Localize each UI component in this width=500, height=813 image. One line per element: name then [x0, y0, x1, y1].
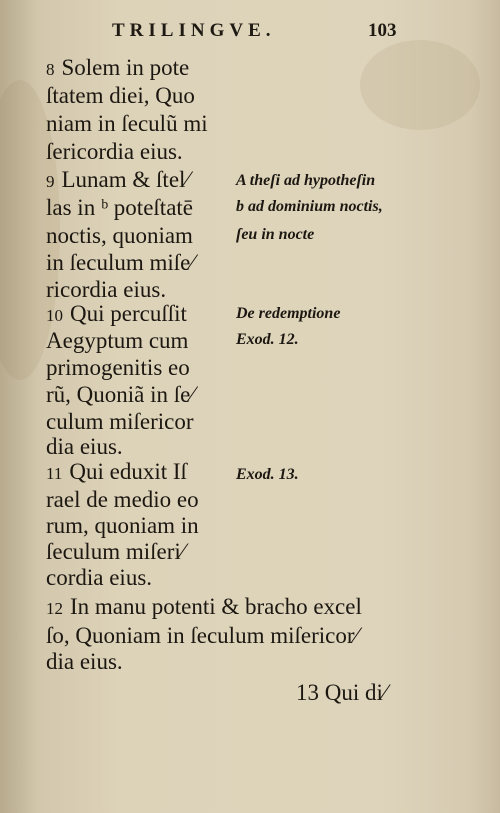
line-text: rũ, Quoniã in ſe⁄ — [46, 382, 195, 407]
verse-number: 12 — [46, 599, 63, 618]
line-text: ricordia eius. — [46, 277, 167, 302]
text-line — [46, 434, 123, 460]
text-line — [46, 649, 123, 675]
page-header — [0, 20, 500, 50]
line-text: ſtatem diei, Quo — [46, 83, 195, 108]
text-line — [46, 301, 187, 327]
text-line — [46, 487, 199, 513]
paper-stain — [360, 40, 480, 130]
running-head: TRILINGVE. — [112, 20, 276, 41]
line-text: cordia eius. — [46, 565, 153, 590]
text-line — [46, 623, 358, 649]
line-text: dia eius. — [46, 649, 123, 674]
marginal-note: Exod. 12. — [236, 331, 299, 348]
page-number: 103 — [368, 20, 397, 41]
verse-number: 8 — [46, 60, 55, 79]
text-line — [46, 539, 185, 565]
text-line — [46, 459, 187, 485]
line-text: rum, quoniam in — [46, 513, 199, 538]
text-line — [46, 111, 208, 137]
line-text: Lunam & ſtel⁄ — [61, 167, 190, 192]
text-line — [46, 167, 189, 193]
line-text: Qui eduxit Iſ — [69, 459, 187, 484]
text-line — [46, 382, 194, 408]
line-text: In manu potenti & bracho excel — [70, 594, 362, 619]
text-line — [46, 250, 194, 276]
text-line — [46, 223, 193, 249]
line-text: ſeculum miſeri⁄ — [46, 539, 185, 564]
catchword: 13 Qui di⁄ — [296, 680, 387, 705]
line-text: noctis, quoniam — [46, 223, 193, 248]
text-line — [46, 139, 183, 165]
marginal-note: ſeu in nocte — [236, 226, 315, 243]
text-line — [46, 83, 195, 109]
verse-number: 10 — [46, 306, 63, 325]
text-line — [46, 355, 190, 381]
line-text: primogenitis eo — [46, 355, 190, 380]
marginal-note: A theſi ad hypotheſin — [236, 172, 376, 189]
text-line — [46, 513, 199, 539]
line-text: las in ᵇ poteſtatē — [46, 195, 193, 220]
text-line — [46, 565, 152, 591]
text-line — [46, 277, 166, 303]
line-text: ſericordia eius. — [46, 139, 183, 164]
line-text: Aegyptum cum — [46, 328, 189, 353]
marginal-note: Exod. 13. — [236, 466, 299, 483]
line-text: niam in ſeculũ mi — [46, 111, 208, 136]
line-text: culum miſericor — [46, 409, 194, 434]
text-line — [46, 594, 362, 620]
text-line — [46, 409, 194, 435]
marginal-note: De redemptione — [236, 305, 341, 322]
verse-number: 9 — [46, 172, 55, 191]
marginal-note: b ad dominium noctis, — [236, 198, 383, 215]
line-text: dia eius. — [46, 434, 123, 459]
line-text: in ſeculum miſe⁄ — [46, 250, 195, 275]
text-line — [46, 328, 188, 354]
verse-number: 11 — [46, 464, 63, 483]
line-text: Qui percuſſit — [70, 301, 187, 326]
line-text: Solem in pote — [61, 55, 190, 80]
line-text: rael de medio eo — [46, 487, 199, 512]
text-line — [46, 55, 189, 81]
text-line — [46, 195, 193, 221]
line-text: ſo, Quoniam in ſeculum miſericor⁄ — [46, 623, 359, 648]
